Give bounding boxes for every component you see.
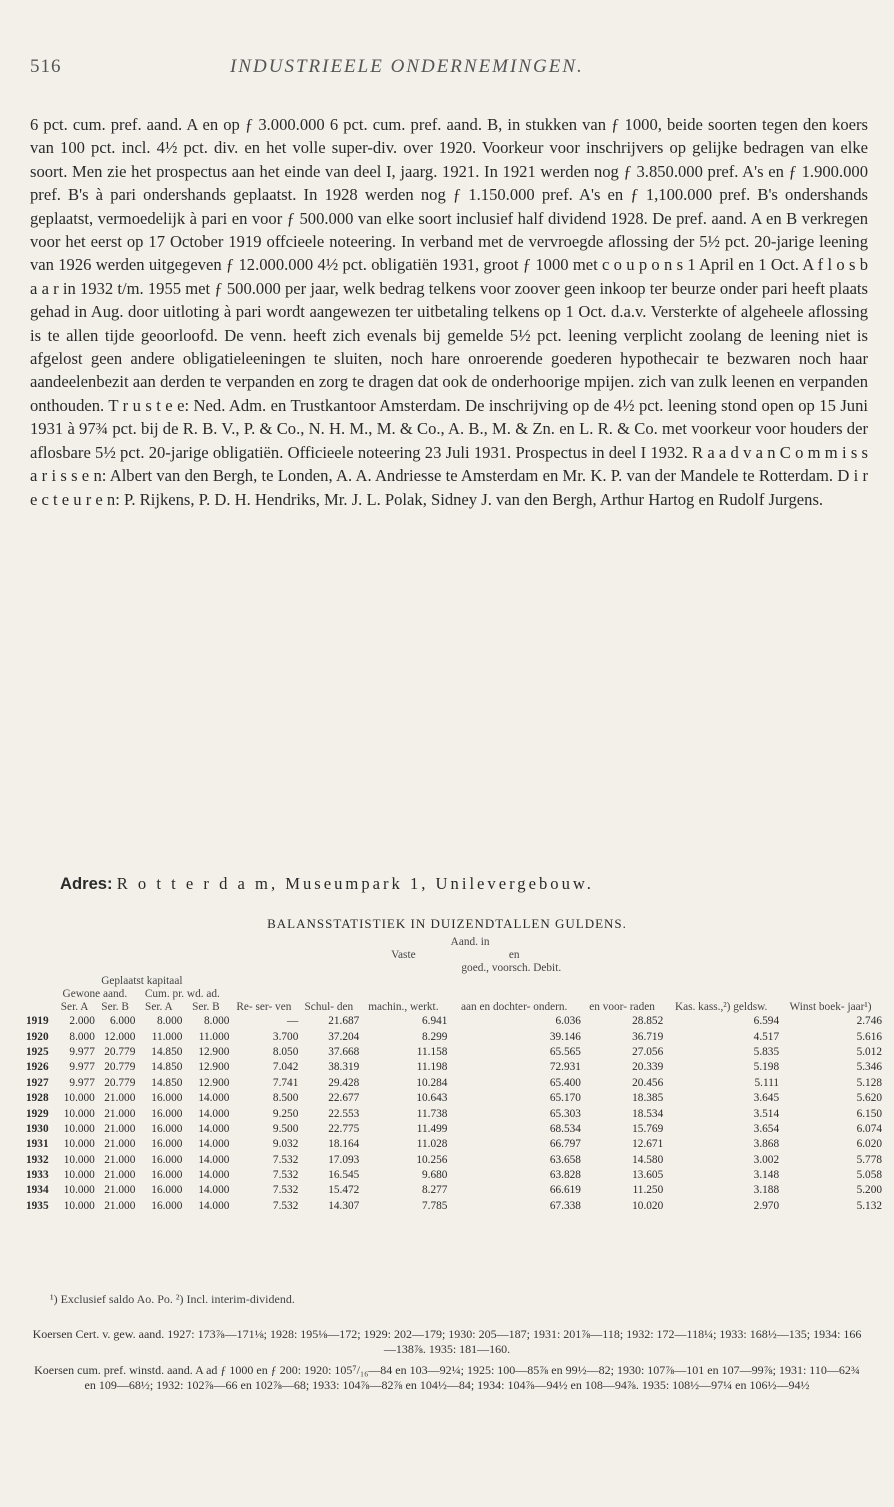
- row-year: 1926: [26, 1061, 49, 1074]
- table-cell: 9.032: [272, 1138, 299, 1151]
- row-year: 1929: [26, 1107, 49, 1120]
- column-header: Winst boek- jaar¹): [789, 1001, 872, 1013]
- table-cell: 9.250: [272, 1107, 299, 1120]
- table-cell: 3.002: [753, 1153, 780, 1166]
- column-header: Ser. B: [192, 1001, 220, 1013]
- table-cell: 65.303: [549, 1107, 581, 1120]
- table-cell: 28.852: [632, 1015, 664, 1028]
- table-cell: 5.198: [753, 1061, 780, 1074]
- header-group-cumpref: Cum. pr. wd. ad.: [144, 988, 220, 1000]
- header-group-capital: Geplaatst kapitaal: [101, 975, 183, 987]
- table-cell: 12.000: [104, 1030, 136, 1043]
- table-cell: 65.565: [549, 1045, 581, 1058]
- table-cell: 66.797: [549, 1138, 581, 1151]
- table-cell: 16.000: [151, 1184, 183, 1197]
- table-cell: 5.200: [856, 1184, 882, 1197]
- table-cell: 3.868: [753, 1138, 780, 1151]
- table-cell: 7.042: [272, 1061, 299, 1074]
- table-cell: 10.000: [63, 1169, 95, 1182]
- row-year: 1927: [26, 1076, 49, 1089]
- address-label: Adres:: [60, 874, 113, 893]
- table-cell: 39.146: [549, 1030, 581, 1043]
- row-year: 1928: [26, 1092, 49, 1105]
- table-cell: 20.779: [104, 1045, 136, 1058]
- row-year: 1935: [26, 1199, 49, 1212]
- table-cell: 67.338: [549, 1199, 581, 1212]
- table-cell: 5.128: [856, 1076, 882, 1089]
- table-cell: 14.000: [198, 1169, 230, 1182]
- table-cell: 14.000: [198, 1092, 230, 1105]
- row-year: 1925: [26, 1045, 49, 1058]
- table-cell: 11.499: [416, 1122, 448, 1135]
- table-cell: 8.050: [272, 1045, 299, 1058]
- table-cell: 16.000: [151, 1199, 183, 1212]
- table-cell: 37.668: [328, 1045, 360, 1058]
- table-cell: 14.850: [151, 1076, 183, 1089]
- row-year: 1931: [26, 1138, 49, 1151]
- table-cell: 15.472: [328, 1184, 360, 1197]
- table-cell: 9.977: [69, 1076, 95, 1089]
- table-cell: 10.000: [63, 1153, 95, 1166]
- table-cell: 14.000: [198, 1122, 230, 1135]
- table-cell: 8.000: [203, 1015, 230, 1028]
- table-cell: 5.778: [856, 1153, 882, 1166]
- table-cell: 10.000: [63, 1138, 95, 1151]
- table-cell: 6.941: [422, 1015, 448, 1028]
- table-cell: 22.775: [328, 1122, 360, 1135]
- table-cell: 14.000: [198, 1184, 230, 1197]
- table-cell: 65.170: [549, 1092, 581, 1105]
- table-cell: 10.020: [632, 1199, 664, 1212]
- column-header: Schul- den: [304, 1001, 354, 1013]
- table-cell: 7.532: [272, 1184, 299, 1197]
- body-paragraph: 6 pct. cum. pref. aand. A en op ƒ 3.000.000 6 pct. cum. pref. aand. B, in stukken van ƒ 1000, beide soorten tegen den koers van 100 pct. incl. 4½ pct. div. en het volle super-div. over 1920. Voorkeur voor inschrijvers op gelijke bedragen van elke soort. Men zie het prospectus aan het einde van deel I, jaarg. 1921. In 1921 werden nog ƒ 3.850.000 pref. A's en ƒ 1.900.000 pref. B's à pari ondershands geplaatst. In 1928 werden nog ƒ 1.150.000 pref. A's en ƒ 1,100.000 pref. B's ondershands geplaatst, vermoedelijk à pari en voor ƒ 500.000 van elke soort inclusief half dividend 1928. De pref. aand. A en B verkregen voor het eerst op 17 October 1919 offcieele noteering. In verband met de vervroegde aflossing der 5½ pct. 20-jarige leening van 1926 werden uitgegeven ƒ 12.000.000 4½ pct. obligatiën 1931, groot ƒ 1000 met c o u p o n s 1 April en 1 Oct. A f l o s b a a r in 1932 t/m. 1955 met ƒ 500.000 per jaar, welk bedrag telkens voor zoover geen inkoop ter beurze onder pari heeft plaats gehad in Aug. door uitloting à pari wordt aangewezen ter uitbetaling telkens op 1 Oct. d.a.v. Versterkte of algeheele aflossing is te allen tijde geoorloofd. De venn. heeft zich evenals bij gemelde 5½ pct. leening verplicht zoolang de leening niet is afgelost geen andere obligatieleeningen te sluiten, noch hare onroerende goederen hypothecair te bezwaren noch haar aandeelenbezit aan derden te verpanden en zorg te dragen dat ook de onderhoorige mpijen. zich van zulk leenen en verpanden onthouden. T r u s t e e: Ned. Adm. en Trustkantoor Amsterdam. De inschrijving op de 4½ pct. leening stond open op 15 Juni 1931 à 97¾ pct. bij de R. B. V., P. & Co., N. H. M., M. & Co., A. B., M. & Zn. en L. R. & Co. met voorkeur voor houders der aflosbare 5½ pct. 20-jarige obligatiën. Officieele noteering 23 Juli 1931. Prospectus in deel I 1932. R a a d v a n C o m m i s s a r i s s e n: Albert van den Bergh, te Londen, A. A. Andriesse te Amsterdam en Mr. K. P. van der Mandele te Rotterdam. D i r e c t e u r e n: P. Rijkens, P. D. H. Hendriks, Mr. J. L. Polak, Sidney J. van den Bergh, Arthur Hartog en Rudolf Jurgens.: [30, 115, 868, 509]
- header-top-1: Aand. in: [450, 936, 490, 948]
- table-cell: 8.277: [422, 1184, 448, 1197]
- table-cell: 3.188: [753, 1184, 780, 1197]
- table-cell: 9.680: [422, 1169, 448, 1182]
- table-cell: 18.534: [632, 1107, 664, 1120]
- table-cell: 4.517: [753, 1030, 780, 1043]
- header-top-4: goed., voorsch. Debit.: [461, 962, 562, 974]
- table-row: [26, 1091, 882, 1106]
- table-cell: 16.000: [151, 1153, 183, 1166]
- table-cell: 21.000: [104, 1184, 136, 1197]
- table-cell: 6.036: [555, 1015, 581, 1028]
- table-cell: 21.000: [104, 1169, 136, 1182]
- table-cell: 11.250: [632, 1184, 664, 1197]
- table-cell: 6.594: [753, 1015, 780, 1028]
- table-row: [26, 1029, 882, 1044]
- table-cell: 10.256: [416, 1153, 448, 1166]
- table-cell: 3.700: [272, 1030, 299, 1043]
- table-footnote: ¹) Exclusief saldo Ao. Po. ²) Incl. interim-dividend.: [50, 1292, 295, 1306]
- row-year: 1920: [26, 1030, 49, 1043]
- table-cell: 20.339: [632, 1061, 664, 1074]
- table-cell: 66.619: [549, 1184, 581, 1197]
- table-cell: 20.779: [104, 1076, 136, 1089]
- table-cell: 12.671: [632, 1138, 664, 1151]
- table-cell: 9.977: [69, 1045, 95, 1058]
- table-cell: 5.012: [856, 1045, 882, 1058]
- table-row: [26, 1122, 882, 1137]
- column-header: Ser. B: [101, 1001, 129, 1013]
- quotes-preferred-shares: Koersen cum. pref. winstd. aand. A ad ƒ 1000 en ƒ 200: 1920: 105⁷/₁₆—84 en 103—92¼; 1925: 100—85⅞ en 99½—82; 1930: 107⅞—101 en 107—99⅞; 1931: 110—62¾ en 109—68½; 1932: 102⅞—66 en 102⅞—68; 1933: 104⅞—82⅞ en 104½—84; 1934: 104⅞—94½ en 108—94⅞. 1935: 108½—97¼ en 106½—94½: [34, 1363, 860, 1392]
- table-cell: 5.346: [856, 1061, 882, 1074]
- table-cell: 5.111: [754, 1076, 780, 1089]
- column-header: Ser. A: [60, 1001, 89, 1013]
- table-cell: 22.553: [328, 1107, 360, 1120]
- table-cell: 6.020: [856, 1138, 882, 1151]
- table-cell: 12.900: [198, 1045, 230, 1058]
- row-year: 1934: [26, 1184, 49, 1197]
- table-cell: —: [287, 1015, 299, 1028]
- table-cell: 7.785: [422, 1199, 448, 1212]
- header-top-3: en: [508, 949, 520, 961]
- table-cell: 8.299: [422, 1030, 448, 1043]
- address-line: [60, 874, 594, 894]
- table-cell: 36.719: [632, 1030, 664, 1043]
- table-cell: 20.456: [632, 1076, 664, 1089]
- table-cell: 3.645: [753, 1092, 780, 1105]
- table-cell: 38.319: [328, 1061, 360, 1074]
- table-cell: 3.514: [753, 1107, 780, 1120]
- table-cell: 21.000: [104, 1138, 136, 1151]
- table-row: [26, 1045, 882, 1060]
- table-row: [26, 1199, 882, 1214]
- table-cell: 5.620: [856, 1092, 882, 1105]
- table-cell: 8.000: [156, 1015, 183, 1028]
- table-cell: 37.204: [328, 1030, 360, 1043]
- table-cell: 10.643: [416, 1092, 448, 1105]
- column-header: Ser. A: [145, 1001, 173, 1013]
- row-year: 1919: [26, 1015, 49, 1028]
- table-cell: 14.000: [198, 1153, 230, 1166]
- table-row: [26, 1106, 882, 1121]
- table-cell: 12.900: [198, 1076, 230, 1089]
- table-cell: 16.000: [151, 1092, 183, 1105]
- table-cell: 6.150: [856, 1107, 882, 1120]
- table-cell: 16.000: [151, 1138, 183, 1151]
- address-value: R o t t e r d a m, Museumpark 1, Unilevergebouw.: [116, 874, 594, 893]
- header-top-2: Vaste: [391, 949, 416, 961]
- table-cell: 5.058: [856, 1169, 882, 1182]
- table-cell: 21.000: [104, 1122, 136, 1135]
- table-row: [26, 1183, 882, 1198]
- table-cell: 7.532: [272, 1153, 299, 1166]
- table-cell: 8.500: [272, 1092, 299, 1105]
- page-header: [30, 56, 870, 86]
- table-cell: 20.779: [104, 1061, 136, 1074]
- table-cell: 18.385: [632, 1092, 664, 1105]
- table-cell: 29.428: [328, 1076, 360, 1089]
- column-header: Kas. kass.,²) geldsw.: [674, 1001, 768, 1013]
- balance-statistics-table: [26, 936, 882, 1214]
- table-cell: 65.400: [549, 1076, 581, 1089]
- table-cell: 18.164: [328, 1138, 360, 1151]
- column-header: en voor- raden: [589, 1001, 655, 1013]
- column-header: machin., werkt.: [368, 1001, 439, 1013]
- table-cell: 16.000: [151, 1122, 183, 1135]
- table-cell: 7.741: [272, 1076, 299, 1089]
- table-cell: 2.746: [856, 1015, 882, 1028]
- table-cell: 14.000: [198, 1107, 230, 1120]
- table-cell: 68.534: [549, 1122, 581, 1135]
- table-cell: 9.500: [272, 1122, 299, 1135]
- table-cell: 21.000: [104, 1199, 136, 1212]
- table-cell: 21.687: [328, 1015, 360, 1028]
- table-row: [26, 1014, 882, 1029]
- stats-title: BALANSSTATISTIEK IN DUIZENDTALLEN GULDENS.: [267, 916, 627, 931]
- table-header: [26, 936, 882, 1014]
- table-cell: 13.605: [632, 1169, 664, 1182]
- page-number: 516: [30, 56, 62, 77]
- table-cell: 14.580: [632, 1153, 664, 1166]
- table-cell: 11.000: [151, 1030, 183, 1043]
- column-header: Re- ser- ven: [236, 1001, 292, 1013]
- table-cell: 72.931: [549, 1061, 581, 1074]
- table-cell: 15.769: [632, 1122, 664, 1135]
- row-year: 1933: [26, 1169, 49, 1182]
- table-cell: 11.028: [416, 1138, 448, 1151]
- table-cell: 10.000: [63, 1122, 95, 1135]
- table-cell: 16.000: [151, 1107, 183, 1120]
- table-cell: 10.000: [63, 1184, 95, 1197]
- table-cell: 2.970: [753, 1199, 780, 1212]
- table-cell: 17.093: [328, 1153, 360, 1166]
- table-cell: 14.307: [328, 1199, 360, 1212]
- table-body: [26, 1014, 882, 1214]
- table-cell: 11.000: [198, 1030, 230, 1043]
- table-cell: 16.000: [151, 1169, 183, 1182]
- header-group-common: Gewone aand.: [62, 988, 128, 1000]
- table-cell: 6.074: [856, 1122, 882, 1135]
- table-cell: 16.545: [328, 1169, 360, 1182]
- table-row: [26, 1137, 882, 1152]
- table-cell: 21.000: [104, 1153, 136, 1166]
- table-cell: 6.000: [109, 1015, 136, 1028]
- table-cell: 8.000: [69, 1030, 95, 1043]
- table-cell: 3.148: [753, 1169, 780, 1182]
- table-row: [26, 1076, 882, 1091]
- table-cell: 14.000: [198, 1138, 230, 1151]
- table-cell: 14.850: [151, 1061, 183, 1074]
- table-row: [26, 1153, 882, 1168]
- table-cell: 21.000: [104, 1107, 136, 1120]
- row-year: 1932: [26, 1153, 49, 1166]
- running-title: INDUSTRIEELE ONDERNEMINGEN.: [230, 56, 584, 77]
- table-cell: 10.000: [63, 1107, 95, 1120]
- table-row: [26, 1060, 882, 1075]
- column-header: aan en dochter- ondern.: [460, 1001, 568, 1013]
- table-cell: 63.658: [549, 1153, 581, 1166]
- table-cell: 5.132: [856, 1199, 882, 1212]
- table-cell: 12.900: [198, 1061, 230, 1074]
- table-row: [26, 1168, 882, 1183]
- table-cell: 10.000: [63, 1092, 95, 1105]
- price-quotes: [28, 1327, 866, 1399]
- table-cell: 14.000: [198, 1199, 230, 1212]
- table-cell: 5.835: [753, 1045, 780, 1058]
- quotes-common-shares: Koersen Cert. v. gew. aand. 1927: 173⅞—171⅛; 1928: 195⅛—172; 1929: 202—179; 1930: 205—187; 1931: 201⅞—118; 1932: 172—118¼; 1933: 168½—135; 1934: 166—138⅞. 1935: 181—160.: [32, 1327, 862, 1356]
- table-cell: 2.000: [69, 1015, 95, 1028]
- table-cell: 27.056: [632, 1045, 664, 1058]
- table-cell: 11.198: [416, 1061, 448, 1074]
- table-cell: 3.654: [753, 1122, 780, 1135]
- table-cell: 11.158: [416, 1045, 448, 1058]
- table-cell: 9.977: [69, 1061, 95, 1074]
- table-cell: 21.000: [104, 1092, 136, 1105]
- table-cell: 7.532: [272, 1169, 299, 1182]
- table-cell: 10.284: [416, 1076, 448, 1089]
- table-cell: 11.738: [416, 1107, 448, 1120]
- table-cell: 5.616: [856, 1030, 882, 1043]
- table-cell: 7.532: [272, 1199, 299, 1212]
- row-year: 1930: [26, 1122, 49, 1135]
- table-cell: 63.828: [549, 1169, 581, 1182]
- table-cell: 10.000: [63, 1199, 95, 1212]
- table-cell: 22.677: [328, 1092, 360, 1105]
- table-cell: 14.850: [151, 1045, 183, 1058]
- body-text: [30, 113, 868, 511]
